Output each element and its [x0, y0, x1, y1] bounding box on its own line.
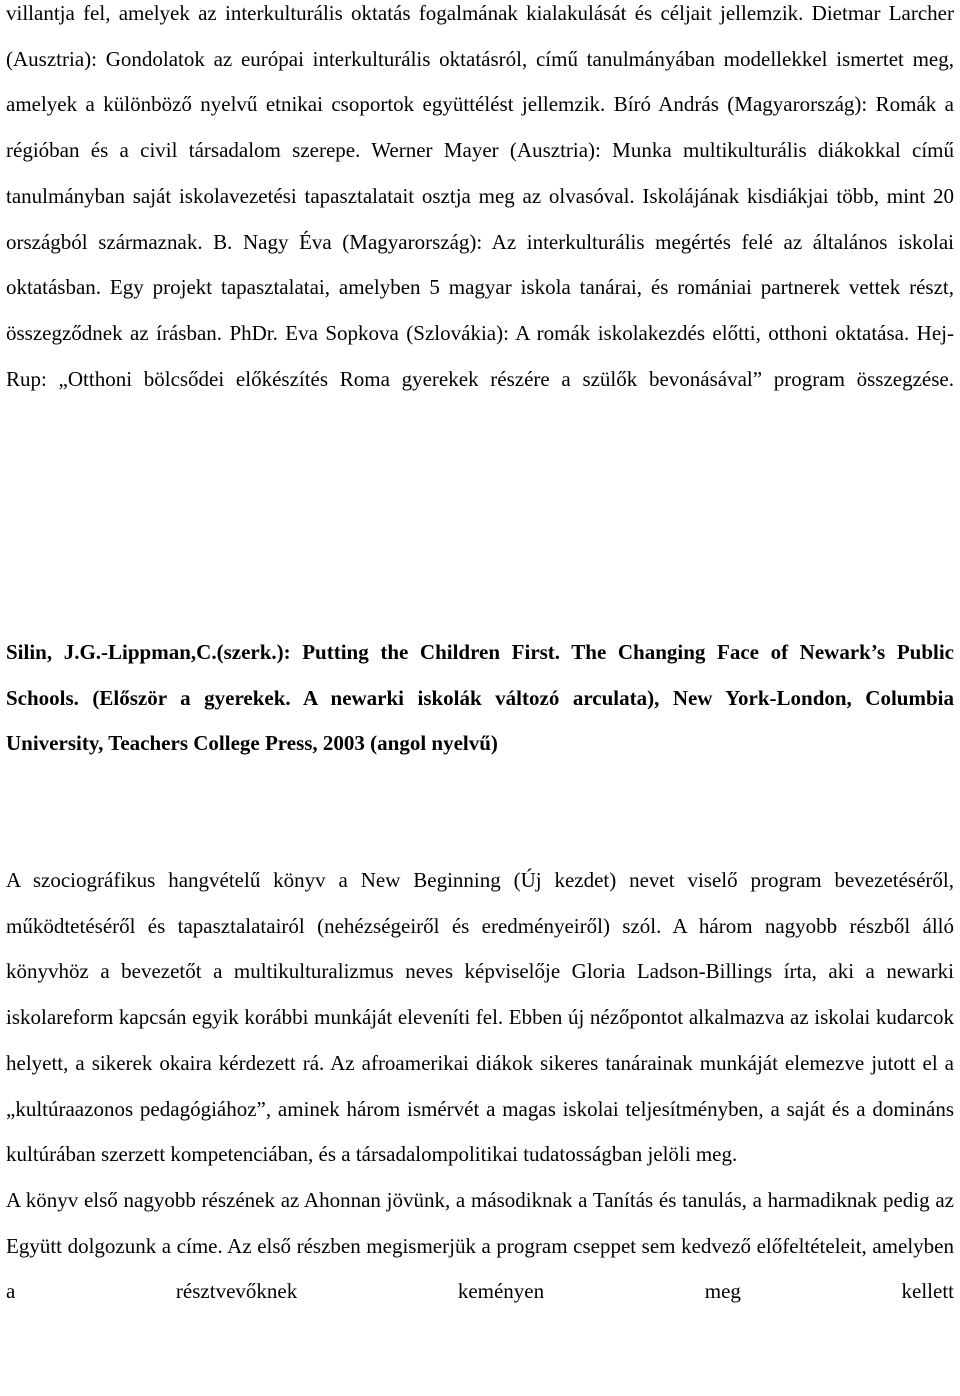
paragraph-book-structure: A könyv első nagyobb részének az Ahonnan jövünk, a másodiknak a Tanítás és tanulás, a harmadiknak pedig az Együtt dolgozunk a címe. Az első részben megismerjük a program cseppet sem kedvező előfeltételeit, amelyben a résztvevőknek keményen meg kellett — [6, 1187, 954, 1304]
reference-block — [6, 630, 954, 767]
body-text-block — [6, 0, 954, 402]
paragraph-interkulturalis-oktatas: villantja fel, amelyek az interkulturális oktatás fogalmának kialakulását és céljait jellemzik. Dietmar Larcher (Ausztria): Gondolatok az európai interkulturális oktatásról, című tanulmányában modellekkel ismertet meg, amelyek a különböző nyelvű etnikai csoportok együttélést jellemzik. Bíró András (Magyarország): Romák a régióban és a civil társadalom szerepe. Werner Mayer (Ausztria): Munka multikulturális diákokkal című tanulmányban saját iskolavezetési tapasztalatait osztja meg az olvasóval. Iskolájának kisdiákjai több, mint 20 országból származnak. B. Nagy Éva (Magyarország): Az interkulturális megértés felé az általános iskolai oktatásban. Egy projekt tapasztalatai, amelyben 5 magyar iskola tanárai, és romániai partnerek vettek részt, összegződnek az írásban. PhDr. Eva Sopkova (Szlovákia): A romák iskolakezdés előtti, otthoni oktatása. Hej-Rup: „Otthoni bölcsődei előkészítés Roma gyerekek részére a szülők bevonásával” program összegzése. — [6, 1, 954, 391]
reference-heading: Silin, J.G.-Lippman,C.(szerk.): Putting the Children First. The Changing Face of Newark’s Public Schools. (Először a gyerekek. A newarki iskolák változó arculata), New York-London, Columbia University, Teachers College Press, 2003 (angol nyelvű) — [6, 640, 954, 756]
paragraph-book-review: A szociográfikus hangvételű könyv a New Beginning (Új kezdet) nevet viselő program bevezetéséről, működtetéséről és tapasztalatairól (nehézségeiről és eredményeiről) szól. A három nagyobb részből álló könyvhöz a bevezetőt a multikulturalizmus neves képviselője Gloria Ladson-Billings írta, aki a newarki iskolareform kapcsán egyik korábbi munkáját eleveníti fel. Ebben új nézőpontot alkalmazva az iskolai kudarcok helyett, a sikerek okaira kérdezett rá. Az afroamerikai diákok sikeres tanárainak munkáját elemezve jutott el a „kultúraazonos pedagógiához”, aminek három ismérvét a magas iskolai teljesítményben, a saját és a domináns kultúrában szerzett kompetenciában, és a társadalompolitikai tudatosságban jelöli meg. — [6, 868, 954, 1167]
book-review-block — [6, 858, 954, 1315]
